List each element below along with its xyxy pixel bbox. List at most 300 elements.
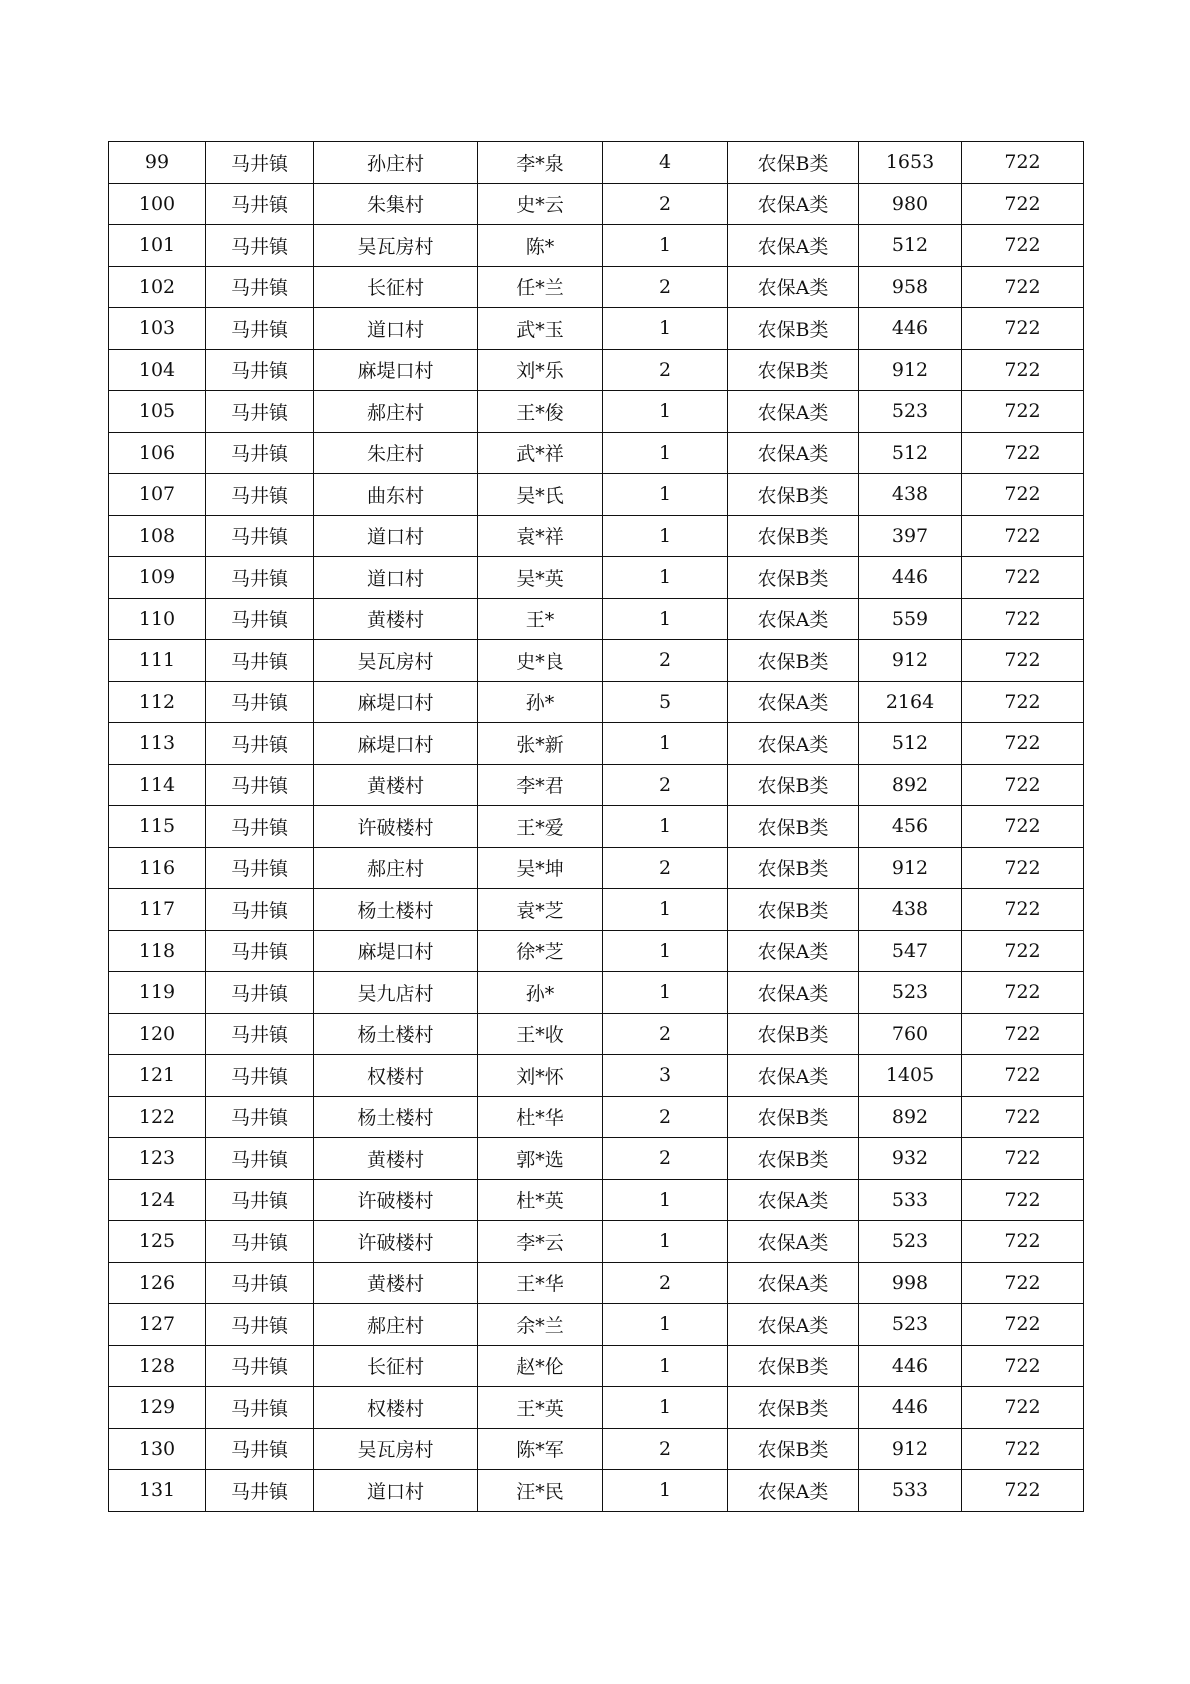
- town-cell: 马井镇: [206, 142, 314, 184]
- table-row: [109, 308, 1084, 350]
- village-cell: 孙庄村: [314, 142, 478, 184]
- village-cell: 长征村: [314, 1345, 478, 1387]
- standard-cell: 722: [962, 1262, 1084, 1304]
- standard-cell: 722: [962, 723, 1084, 765]
- name-cell: 杜*华: [478, 1096, 603, 1138]
- town-cell: 马井镇: [206, 1345, 314, 1387]
- amount-cell: 533: [859, 1179, 962, 1221]
- amount-cell: 523: [859, 1221, 962, 1263]
- amount-cell: 523: [859, 1304, 962, 1346]
- name-cell: 史*良: [478, 640, 603, 682]
- category-cell: 农保A类: [728, 391, 859, 433]
- category-cell: 农保B类: [728, 1096, 859, 1138]
- town-cell: 马井镇: [206, 1304, 314, 1346]
- serial-number-cell: 103: [109, 308, 206, 350]
- name-cell: 任*兰: [478, 266, 603, 308]
- village-cell: 郝庄村: [314, 391, 478, 433]
- standard-cell: 722: [962, 308, 1084, 350]
- amount-cell: 958: [859, 266, 962, 308]
- standard-cell: 722: [962, 515, 1084, 557]
- name-cell: 陈*军: [478, 1428, 603, 1470]
- town-cell: 马井镇: [206, 1221, 314, 1263]
- standard-cell: 722: [962, 681, 1084, 723]
- standard-cell: 722: [962, 1096, 1084, 1138]
- village-cell: 道口村: [314, 515, 478, 557]
- town-cell: 马井镇: [206, 474, 314, 516]
- category-cell: 农保B类: [728, 474, 859, 516]
- town-cell: 马井镇: [206, 1138, 314, 1180]
- village-cell: 杨土楼村: [314, 1013, 478, 1055]
- village-cell: 黄楼村: [314, 598, 478, 640]
- table-row: [109, 1221, 1084, 1263]
- amount-cell: 912: [859, 640, 962, 682]
- amount-cell: 892: [859, 764, 962, 806]
- serial-number-cell: 110: [109, 598, 206, 640]
- household-size-cell: 1: [603, 474, 728, 516]
- household-size-cell: 3: [603, 1055, 728, 1097]
- town-cell: 马井镇: [206, 1096, 314, 1138]
- category-cell: 农保B类: [728, 557, 859, 599]
- town-cell: 马井镇: [206, 308, 314, 350]
- village-cell: 长征村: [314, 266, 478, 308]
- town-cell: 马井镇: [206, 1013, 314, 1055]
- data-table-container: [108, 141, 1083, 1512]
- serial-number-cell: 99: [109, 142, 206, 184]
- standard-cell: 722: [962, 972, 1084, 1014]
- name-cell: 刘*乐: [478, 349, 603, 391]
- serial-number-cell: 118: [109, 930, 206, 972]
- category-cell: 农保B类: [728, 1138, 859, 1180]
- standard-cell: 722: [962, 474, 1084, 516]
- category-cell: 农保A类: [728, 1055, 859, 1097]
- town-cell: 马井镇: [206, 349, 314, 391]
- table-row: [109, 847, 1084, 889]
- household-size-cell: 1: [603, 972, 728, 1014]
- category-cell: 农保B类: [728, 640, 859, 682]
- standard-cell: 722: [962, 1221, 1084, 1263]
- standard-cell: 722: [962, 1470, 1084, 1512]
- table-row: [109, 1179, 1084, 1221]
- name-cell: 吴*坤: [478, 847, 603, 889]
- name-cell: 李*云: [478, 1221, 603, 1263]
- name-cell: 李*君: [478, 764, 603, 806]
- category-cell: 农保B类: [728, 1428, 859, 1470]
- serial-number-cell: 123: [109, 1138, 206, 1180]
- town-cell: 马井镇: [206, 183, 314, 225]
- category-cell: 农保A类: [728, 972, 859, 1014]
- village-cell: 许破楼村: [314, 1221, 478, 1263]
- household-size-cell: 1: [603, 806, 728, 848]
- amount-cell: 523: [859, 972, 962, 1014]
- name-cell: 郭*选: [478, 1138, 603, 1180]
- table-row: [109, 349, 1084, 391]
- table-row: [109, 598, 1084, 640]
- household-size-cell: 1: [603, 308, 728, 350]
- amount-cell: 932: [859, 1138, 962, 1180]
- name-cell: 史*云: [478, 183, 603, 225]
- town-cell: 马井镇: [206, 266, 314, 308]
- town-cell: 马井镇: [206, 681, 314, 723]
- village-cell: 吴瓦房村: [314, 640, 478, 682]
- standard-cell: 722: [962, 349, 1084, 391]
- village-cell: 吴瓦房村: [314, 225, 478, 267]
- category-cell: 农保B类: [728, 308, 859, 350]
- serial-number-cell: 131: [109, 1470, 206, 1512]
- amount-cell: 456: [859, 806, 962, 848]
- serial-number-cell: 128: [109, 1345, 206, 1387]
- serial-number-cell: 101: [109, 225, 206, 267]
- household-size-cell: 1: [603, 1179, 728, 1221]
- table-row: [109, 183, 1084, 225]
- serial-number-cell: 108: [109, 515, 206, 557]
- serial-number-cell: 127: [109, 1304, 206, 1346]
- village-cell: 许破楼村: [314, 1179, 478, 1221]
- table-row: [109, 1138, 1084, 1180]
- serial-number-cell: 113: [109, 723, 206, 765]
- amount-cell: 512: [859, 432, 962, 474]
- name-cell: 张*新: [478, 723, 603, 765]
- amount-cell: 1405: [859, 1055, 962, 1097]
- category-cell: 农保B类: [728, 764, 859, 806]
- standard-cell: 722: [962, 598, 1084, 640]
- village-cell: 曲东村: [314, 474, 478, 516]
- amount-cell: 438: [859, 889, 962, 931]
- name-cell: 孙*: [478, 681, 603, 723]
- standard-cell: 722: [962, 1055, 1084, 1097]
- town-cell: 马井镇: [206, 806, 314, 848]
- category-cell: 农保B类: [728, 1387, 859, 1429]
- household-size-cell: 1: [603, 930, 728, 972]
- serial-number-cell: 115: [109, 806, 206, 848]
- household-size-cell: 1: [603, 1221, 728, 1263]
- town-cell: 马井镇: [206, 1428, 314, 1470]
- category-cell: 农保B类: [728, 806, 859, 848]
- table-row: [109, 640, 1084, 682]
- category-cell: 农保A类: [728, 1262, 859, 1304]
- town-cell: 马井镇: [206, 972, 314, 1014]
- standard-cell: 722: [962, 266, 1084, 308]
- town-cell: 马井镇: [206, 1055, 314, 1097]
- village-cell: 道口村: [314, 308, 478, 350]
- category-cell: 农保B类: [728, 889, 859, 931]
- household-size-cell: 5: [603, 681, 728, 723]
- standard-cell: 722: [962, 1138, 1084, 1180]
- name-cell: 王*爱: [478, 806, 603, 848]
- table-row: [109, 681, 1084, 723]
- name-cell: 袁*祥: [478, 515, 603, 557]
- table-row: [109, 266, 1084, 308]
- serial-number-cell: 109: [109, 557, 206, 599]
- household-size-cell: 1: [603, 515, 728, 557]
- table-row: [109, 515, 1084, 557]
- town-cell: 马井镇: [206, 723, 314, 765]
- serial-number-cell: 111: [109, 640, 206, 682]
- amount-cell: 446: [859, 1345, 962, 1387]
- standard-cell: 722: [962, 847, 1084, 889]
- serial-number-cell: 107: [109, 474, 206, 516]
- standard-cell: 722: [962, 1428, 1084, 1470]
- table-row: [109, 432, 1084, 474]
- table-row: [109, 1304, 1084, 1346]
- table-row: [109, 764, 1084, 806]
- table-row: [109, 474, 1084, 516]
- table-row: [109, 1013, 1084, 1055]
- category-cell: 农保A类: [728, 432, 859, 474]
- village-cell: 杨土楼村: [314, 1096, 478, 1138]
- village-cell: 道口村: [314, 557, 478, 599]
- household-size-cell: 1: [603, 432, 728, 474]
- name-cell: 王*华: [478, 1262, 603, 1304]
- town-cell: 马井镇: [206, 225, 314, 267]
- category-cell: 农保A类: [728, 1304, 859, 1346]
- serial-number-cell: 121: [109, 1055, 206, 1097]
- household-size-cell: 4: [603, 142, 728, 184]
- amount-cell: 1653: [859, 142, 962, 184]
- village-cell: 黄楼村: [314, 764, 478, 806]
- village-cell: 道口村: [314, 1470, 478, 1512]
- village-cell: 黄楼村: [314, 1262, 478, 1304]
- town-cell: 马井镇: [206, 598, 314, 640]
- serial-number-cell: 130: [109, 1428, 206, 1470]
- town-cell: 马井镇: [206, 889, 314, 931]
- household-size-cell: 1: [603, 225, 728, 267]
- household-size-cell: 1: [603, 1345, 728, 1387]
- standard-cell: 722: [962, 432, 1084, 474]
- household-size-cell: 1: [603, 557, 728, 599]
- table-row: [109, 1096, 1084, 1138]
- town-cell: 马井镇: [206, 391, 314, 433]
- serial-number-cell: 126: [109, 1262, 206, 1304]
- table-body: [109, 142, 1084, 1512]
- amount-cell: 446: [859, 1387, 962, 1429]
- name-cell: 陈*: [478, 225, 603, 267]
- category-cell: 农保B类: [728, 142, 859, 184]
- household-size-cell: 2: [603, 349, 728, 391]
- serial-number-cell: 116: [109, 847, 206, 889]
- category-cell: 农保A类: [728, 266, 859, 308]
- amount-cell: 438: [859, 474, 962, 516]
- table-row: [109, 806, 1084, 848]
- name-cell: 武*玉: [478, 308, 603, 350]
- amount-cell: 912: [859, 1428, 962, 1470]
- table-row: [109, 1055, 1084, 1097]
- amount-cell: 512: [859, 225, 962, 267]
- amount-cell: 533: [859, 1470, 962, 1512]
- category-cell: 农保A类: [728, 1221, 859, 1263]
- serial-number-cell: 124: [109, 1179, 206, 1221]
- standard-cell: 722: [962, 640, 1084, 682]
- town-cell: 马井镇: [206, 1387, 314, 1429]
- table-row: [109, 1387, 1084, 1429]
- serial-number-cell: 117: [109, 889, 206, 931]
- village-cell: 郝庄村: [314, 847, 478, 889]
- serial-number-cell: 105: [109, 391, 206, 433]
- village-cell: 朱集村: [314, 183, 478, 225]
- table-row: [109, 1470, 1084, 1512]
- household-size-cell: 1: [603, 1470, 728, 1512]
- serial-number-cell: 114: [109, 764, 206, 806]
- town-cell: 马井镇: [206, 764, 314, 806]
- name-cell: 余*兰: [478, 1304, 603, 1346]
- village-cell: 黄楼村: [314, 1138, 478, 1180]
- name-cell: 王*俊: [478, 391, 603, 433]
- amount-cell: 512: [859, 723, 962, 765]
- serial-number-cell: 106: [109, 432, 206, 474]
- standard-cell: 722: [962, 1387, 1084, 1429]
- table-row: [109, 391, 1084, 433]
- household-size-cell: 2: [603, 1013, 728, 1055]
- household-size-cell: 2: [603, 640, 728, 682]
- name-cell: 杜*英: [478, 1179, 603, 1221]
- standard-cell: 722: [962, 142, 1084, 184]
- serial-number-cell: 120: [109, 1013, 206, 1055]
- town-cell: 马井镇: [206, 640, 314, 682]
- table-row: [109, 225, 1084, 267]
- standard-cell: 722: [962, 1345, 1084, 1387]
- village-cell: 吴九店村: [314, 972, 478, 1014]
- category-cell: 农保B类: [728, 847, 859, 889]
- standard-cell: 722: [962, 930, 1084, 972]
- standard-cell: 722: [962, 1304, 1084, 1346]
- town-cell: 马井镇: [206, 1470, 314, 1512]
- subsidy-table: [108, 141, 1084, 1512]
- serial-number-cell: 122: [109, 1096, 206, 1138]
- household-size-cell: 2: [603, 266, 728, 308]
- town-cell: 马井镇: [206, 557, 314, 599]
- village-cell: 吴瓦房村: [314, 1428, 478, 1470]
- amount-cell: 446: [859, 557, 962, 599]
- category-cell: 农保A类: [728, 225, 859, 267]
- category-cell: 农保A类: [728, 1179, 859, 1221]
- village-cell: 权楼村: [314, 1387, 478, 1429]
- standard-cell: 722: [962, 391, 1084, 433]
- standard-cell: 722: [962, 806, 1084, 848]
- amount-cell: 397: [859, 515, 962, 557]
- standard-cell: 722: [962, 557, 1084, 599]
- table-row: [109, 1428, 1084, 1470]
- town-cell: 马井镇: [206, 432, 314, 474]
- name-cell: 袁*芝: [478, 889, 603, 931]
- household-size-cell: 2: [603, 1138, 728, 1180]
- category-cell: 农保B类: [728, 349, 859, 391]
- table-row: [109, 972, 1084, 1014]
- village-cell: 许破楼村: [314, 806, 478, 848]
- household-size-cell: 1: [603, 598, 728, 640]
- village-cell: 朱庄村: [314, 432, 478, 474]
- category-cell: 农保A类: [728, 723, 859, 765]
- town-cell: 马井镇: [206, 515, 314, 557]
- household-size-cell: 1: [603, 1304, 728, 1346]
- village-cell: 杨土楼村: [314, 889, 478, 931]
- household-size-cell: 1: [603, 889, 728, 931]
- household-size-cell: 1: [603, 1387, 728, 1429]
- name-cell: 孙*: [478, 972, 603, 1014]
- amount-cell: 523: [859, 391, 962, 433]
- category-cell: 农保A类: [728, 681, 859, 723]
- name-cell: 吴*氏: [478, 474, 603, 516]
- serial-number-cell: 112: [109, 681, 206, 723]
- household-size-cell: 2: [603, 1428, 728, 1470]
- town-cell: 马井镇: [206, 1179, 314, 1221]
- category-cell: 农保A类: [728, 1470, 859, 1512]
- name-cell: 刘*怀: [478, 1055, 603, 1097]
- name-cell: 汪*民: [478, 1470, 603, 1512]
- serial-number-cell: 104: [109, 349, 206, 391]
- village-cell: 麻堤口村: [314, 930, 478, 972]
- table-row: [109, 142, 1084, 184]
- table-row: [109, 557, 1084, 599]
- amount-cell: 446: [859, 308, 962, 350]
- standard-cell: 722: [962, 225, 1084, 267]
- household-size-cell: 2: [603, 764, 728, 806]
- amount-cell: 760: [859, 1013, 962, 1055]
- amount-cell: 980: [859, 183, 962, 225]
- amount-cell: 2164: [859, 681, 962, 723]
- household-size-cell: 2: [603, 183, 728, 225]
- amount-cell: 912: [859, 349, 962, 391]
- standard-cell: 722: [962, 183, 1084, 225]
- table-row: [109, 930, 1084, 972]
- amount-cell: 892: [859, 1096, 962, 1138]
- village-cell: 郝庄村: [314, 1304, 478, 1346]
- amount-cell: 998: [859, 1262, 962, 1304]
- serial-number-cell: 119: [109, 972, 206, 1014]
- amount-cell: 559: [859, 598, 962, 640]
- town-cell: 马井镇: [206, 1262, 314, 1304]
- standard-cell: 722: [962, 764, 1084, 806]
- household-size-cell: 2: [603, 847, 728, 889]
- village-cell: 麻堤口村: [314, 349, 478, 391]
- standard-cell: 722: [962, 1179, 1084, 1221]
- serial-number-cell: 102: [109, 266, 206, 308]
- household-size-cell: 2: [603, 1262, 728, 1304]
- name-cell: 李*泉: [478, 142, 603, 184]
- name-cell: 王*收: [478, 1013, 603, 1055]
- category-cell: 农保A类: [728, 183, 859, 225]
- standard-cell: 722: [962, 889, 1084, 931]
- category-cell: 农保A类: [728, 930, 859, 972]
- amount-cell: 912: [859, 847, 962, 889]
- town-cell: 马井镇: [206, 930, 314, 972]
- name-cell: 王*英: [478, 1387, 603, 1429]
- table-row: [109, 1262, 1084, 1304]
- village-cell: 麻堤口村: [314, 681, 478, 723]
- name-cell: 王*: [478, 598, 603, 640]
- serial-number-cell: 100: [109, 183, 206, 225]
- serial-number-cell: 125: [109, 1221, 206, 1263]
- household-size-cell: 2: [603, 1096, 728, 1138]
- name-cell: 武*祥: [478, 432, 603, 474]
- village-cell: 麻堤口村: [314, 723, 478, 765]
- category-cell: 农保B类: [728, 1013, 859, 1055]
- category-cell: 农保B类: [728, 1345, 859, 1387]
- category-cell: 农保B类: [728, 515, 859, 557]
- household-size-cell: 1: [603, 391, 728, 433]
- village-cell: 权楼村: [314, 1055, 478, 1097]
- name-cell: 徐*芝: [478, 930, 603, 972]
- name-cell: 吴*英: [478, 557, 603, 599]
- serial-number-cell: 129: [109, 1387, 206, 1429]
- standard-cell: 722: [962, 1013, 1084, 1055]
- household-size-cell: 1: [603, 723, 728, 765]
- category-cell: 农保A类: [728, 598, 859, 640]
- name-cell: 赵*伦: [478, 1345, 603, 1387]
- table-row: [109, 723, 1084, 765]
- table-row: [109, 889, 1084, 931]
- amount-cell: 547: [859, 930, 962, 972]
- town-cell: 马井镇: [206, 847, 314, 889]
- table-row: [109, 1345, 1084, 1387]
